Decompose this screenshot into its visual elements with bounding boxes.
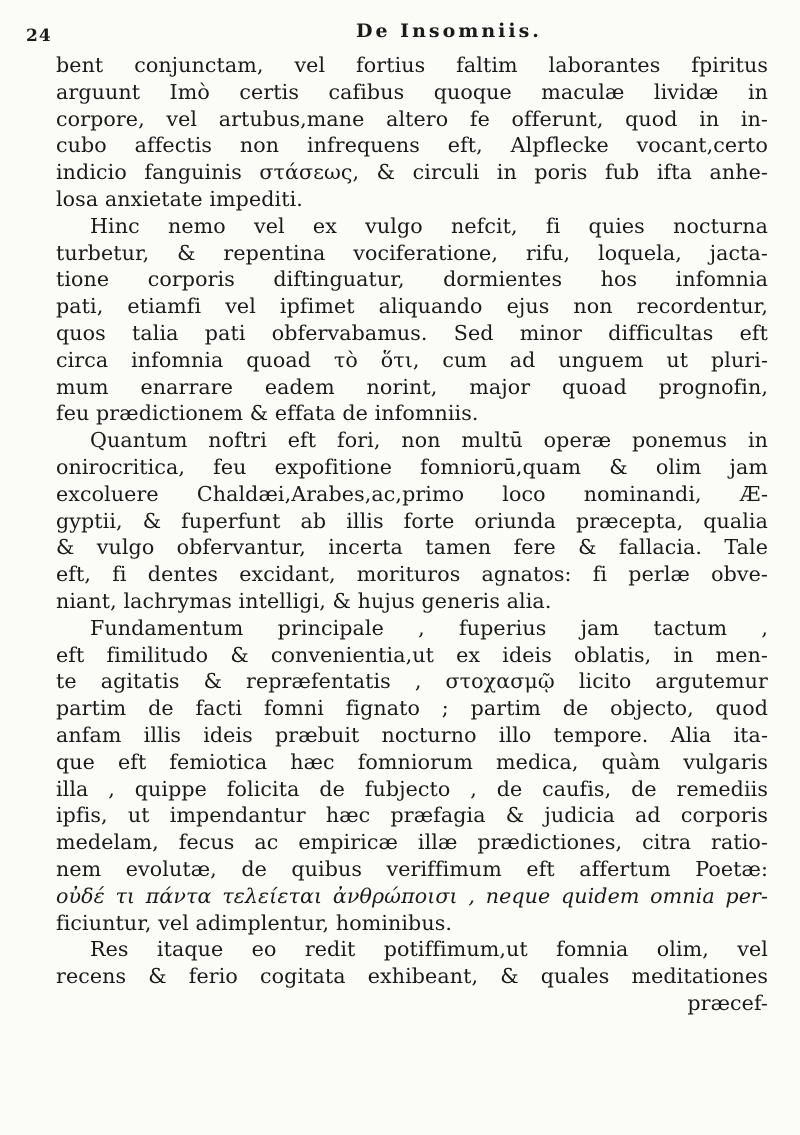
text-line: anfam illis ideis præbuit nocturno illo tempore. Alia ita- (56, 722, 768, 747)
text-line: eft, fi dentes excidant, morituros agnatos: fi perlæ obve- (56, 562, 768, 587)
greek-quotation-line: οὐδέ τι πάντα τελείεται ἀνθρώποισι , neque quidem omnia per- (56, 883, 768, 908)
text-line: turbetur, & repentina vociferatione, rifu, loquela, jacta- (56, 240, 768, 265)
text-line: gyptii, & fuperfunt ab illis forte oriunda præcepta, qualia (56, 508, 768, 533)
text-line: que eft femiotica hæc fomniorum medica, quàm vulgaris (56, 749, 768, 774)
text-line: nem evolutæ, de quibus veriffimum eft affertum Poetæ: (56, 856, 768, 881)
text-line: arguunt Imò certis cafibus quoque maculæ lividæ in (56, 79, 768, 104)
text-line: ficiuntur, vel adimplentur, hominibus. (56, 910, 453, 935)
text-line: medelam, fecus ac empiricæ illæ prædictiones, citra ratio- (56, 830, 768, 855)
text-line: tione corporis diftinguatur, dormientes hos infomnia (56, 267, 768, 292)
text-line: recens & ferio cogitata exhibeant, & quales meditationes (56, 964, 768, 989)
text-line: eft fimilitudo & convenientia,ut ex ideis oblatis, in men- (56, 642, 768, 667)
text-line: mum enarrare eadem norint, major quoad prognofin, (56, 374, 768, 399)
body-text (56, 52, 768, 1017)
text-line: pati, etiamfi vel ipfimet aliquando ejus non recordentur, (56, 294, 768, 319)
page-number: 24 (26, 26, 52, 46)
text-line: quos talia pati obfervabamus. Sed minor difficultas eft (56, 320, 768, 345)
catchword: præcef- (687, 990, 768, 1015)
paragraph-start: Fundamentum principale , fuperius jam tactum , (90, 615, 768, 640)
text-line: indicio fanguinis στάσεως, & circuli in poris fub ifta anhe- (56, 160, 768, 185)
text-line: niant, lachrymas intelligi, & hujus generis alia. (56, 588, 552, 613)
text-line: cubo affectis non infrequens eft, Alpflecke vocant,certo (56, 133, 768, 158)
text-line: corpore, vel artubus,mane altero fe offerunt, quod in in- (56, 106, 768, 131)
text-line: excoluere Chaldæi,Arabes,ac,primo loco nominandi, Æ- (56, 481, 768, 506)
text-line: circa infomnia quoad τὸ ὅτι, cum ad unguem ut pluri- (56, 347, 768, 372)
text-line: partim de facti fomni fignato ; partim de objecto, quod (56, 696, 768, 721)
running-title: De Insomniis. (356, 20, 542, 42)
text-line: ipfis, ut impendantur hæc præfagia & judicia ad corporis (56, 803, 768, 828)
paragraph-start: Res itaque eo redit potiffimum,ut fomnia olim, vel (90, 937, 768, 962)
paragraph-start: Quantum noftri eft fori, non multū operæ ponemus in (90, 428, 768, 453)
text-line: onirocritica, feu expofitione fomniorū,quam & olim jam (56, 454, 768, 479)
text-line: illa , quippe folicita de fubjecto , de caufis, de remediis (56, 776, 768, 801)
text-line: & vulgo obfervantur, incerta tamen fere & fallacia. Tale (56, 535, 768, 560)
text-line: te agitatis & repræfentatis , στοχασμῷ licito argutemur (56, 669, 768, 694)
text-line: losa anxietate impediti. (56, 186, 303, 211)
paragraph-start: Hinc nemo vel ex vulgo nefcit, fi quies nocturna (90, 213, 768, 238)
running-head (26, 14, 750, 44)
text-line: bent conjunctam, vel fortius faltim laborantes fpiritus (56, 53, 768, 77)
text-line: feu prædictionem & effata de infomniis. (56, 401, 479, 426)
